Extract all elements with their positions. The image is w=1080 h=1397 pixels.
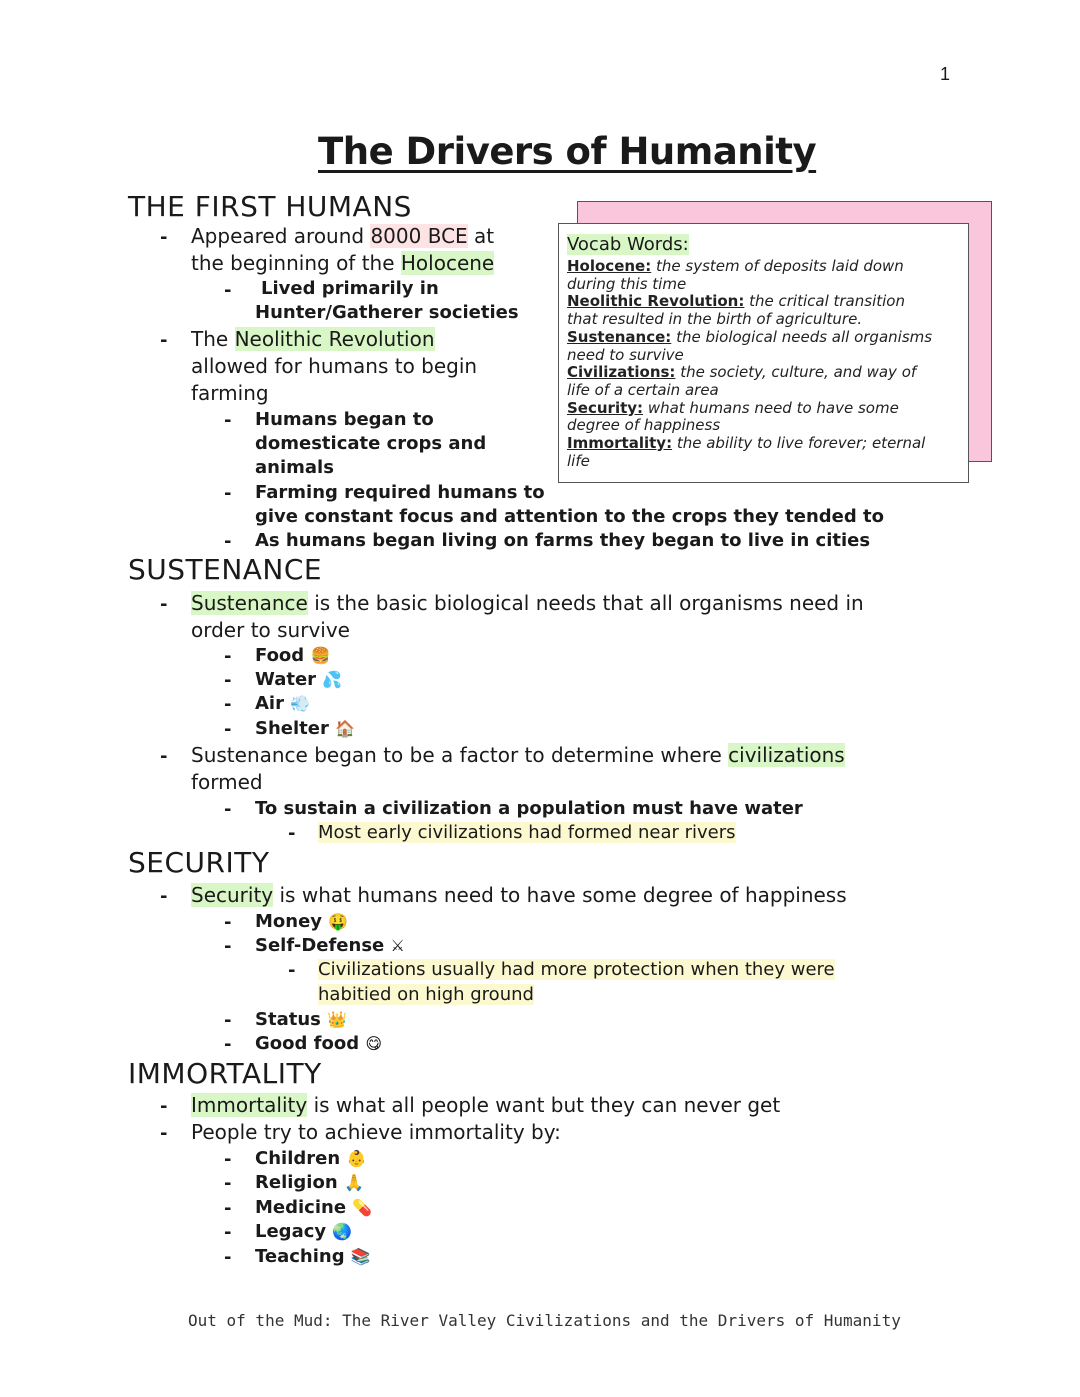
bullet-dash: -: [288, 960, 296, 981]
list-item-teaching: Teaching 📚: [255, 1246, 371, 1267]
baby-icon: 👶: [346, 1149, 367, 1168]
section-heading-security: SECURITY: [128, 846, 270, 879]
house-icon: 🏠: [335, 719, 356, 738]
vocab-line: [567, 292, 905, 310]
vocab-term: Security:: [567, 398, 644, 417]
subsubbullet-high-ground-line1: Civilizations usually had more protection when they were: [318, 959, 835, 980]
bullet-dash: -: [224, 1198, 232, 1219]
bullet-dash: -: [224, 646, 232, 667]
bullet-neolithic-line3: farming: [191, 381, 269, 405]
bullet-neolithic-line1: The Neolithic Revolution: [191, 327, 435, 351]
vocab-definition: during this time: [567, 274, 687, 293]
vocab-definition: that resulted in the birth of agriculture.: [567, 310, 863, 329]
wind-icon: 💨: [290, 694, 311, 713]
vocab-definition: life of a certain area: [567, 380, 719, 399]
page-number: 1: [940, 64, 951, 84]
bullet-dash: -: [224, 1149, 232, 1170]
page-footer: Out of the Mud: The River Valley Civilizations and the Drivers of Humanity: [188, 1311, 901, 1330]
bullet-dash: -: [224, 483, 232, 504]
vocab-line: [567, 452, 590, 470]
section-heading-immortality: IMMORTALITY: [128, 1057, 322, 1090]
list-item-legacy: Legacy 🌏: [255, 1221, 353, 1242]
praying-hands-icon: 🙏: [343, 1173, 364, 1192]
list-item-water: Water 💦: [255, 669, 343, 690]
subbullet-water: To sustain a civilization a population must have water: [255, 798, 803, 819]
list-item-children: Children 👶: [255, 1148, 367, 1169]
bullet-dash: -: [224, 1222, 232, 1243]
bullet-dash: -: [224, 410, 232, 431]
list-item-good-food: Good food 😋: [255, 1033, 383, 1054]
bullet-dash: -: [224, 1173, 232, 1194]
vocab-definition: need to survive: [567, 345, 684, 364]
vocab-line: [567, 416, 720, 434]
bullet-sustenance-line2: order to survive: [191, 618, 350, 642]
vocab-term: Sustenance:: [567, 327, 672, 346]
list-item-status: Status 👑: [255, 1009, 348, 1030]
vocab-definition: degree of happiness: [567, 416, 721, 435]
list-item-air: Air 💨: [255, 693, 311, 714]
bullet-neolithic-line2: allowed for humans to begin: [191, 354, 478, 378]
bullet-achieve: People try to achieve immortality by:: [191, 1120, 561, 1144]
subbullet-lived-line1: Lived primarily in: [261, 278, 439, 299]
page-title: The Drivers of Humanity: [318, 130, 817, 173]
yum-face-icon: 😋: [365, 1034, 383, 1053]
vocab-definition: life: [567, 451, 590, 470]
subsubbullet-rivers: Most early civilizations had formed near rivers: [318, 822, 736, 843]
vocab-definition: the biological needs all organisms: [671, 327, 933, 346]
bullet-dash: -: [160, 594, 168, 615]
bullet-dash: -: [160, 746, 168, 767]
bullet-dash: -: [160, 227, 168, 248]
crown-icon: 👑: [327, 1010, 348, 1029]
bullet-appeared-line2: the beginning of the Holocene: [191, 251, 495, 275]
list-item-money: Money 🤑: [255, 911, 349, 932]
vocab-term: Neolithic Revolution:: [567, 292, 745, 311]
subbullet-farming-line1: Farming required humans to: [255, 482, 545, 503]
vocab-line: [567, 275, 686, 293]
subbullet-domesticate-line3: animals: [255, 457, 334, 478]
bullet-dash: -: [160, 1096, 168, 1117]
section-heading-first-humans: THE FIRST HUMANS: [128, 190, 412, 223]
list-item-shelter: Shelter 🏠: [255, 718, 356, 739]
vocab-line: [567, 363, 916, 381]
vocab-definition: what humans need to have some: [643, 398, 899, 417]
bullet-dash: -: [224, 694, 232, 715]
vocab-term: Holocene:: [567, 257, 652, 275]
bullet-security: Security is what humans need to have some degree of happiness: [191, 883, 847, 907]
vocab-line: [567, 328, 932, 346]
section-heading-sustenance: SUSTENANCE: [128, 553, 323, 586]
subbullet-farming-line2: give constant focus and attention to the crops they tended to: [255, 506, 885, 527]
burger-icon: 🍔: [310, 646, 331, 665]
bullet-appeared-line1: Appeared around 8000 BCE at: [191, 224, 495, 248]
subsubbullet-high-ground-line2: habitied on high ground: [318, 984, 534, 1005]
bullet-dash: -: [224, 799, 232, 820]
bullet-sustenance-line1: Sustenance is the basic biological needs that all organisms need in: [191, 591, 864, 615]
crossed-swords-icon: ⚔: [390, 936, 405, 955]
pill-icon: 💊: [352, 1198, 373, 1217]
bullet-dash: -: [224, 280, 232, 301]
vocab-title: Vocab Words:: [567, 234, 689, 255]
list-item-medicine: Medicine 💊: [255, 1197, 373, 1218]
subbullet-domesticate-line1: Humans began to: [255, 409, 434, 430]
bullet-dash: -: [288, 823, 296, 844]
bullet-dash: -: [224, 1010, 232, 1031]
subbullet-cities: As humans began living on farms they began to live in cities: [255, 530, 871, 551]
vocab-line: [567, 310, 862, 328]
vocab-line: [567, 399, 899, 417]
bullet-dash: -: [224, 670, 232, 691]
list-item-self-defense: Self-Defense ⚔: [255, 935, 405, 956]
bullet-dash: -: [224, 1034, 232, 1055]
bullet-dash: -: [224, 912, 232, 933]
bullet-dash: -: [160, 886, 168, 907]
vocab-line: [567, 434, 925, 452]
bullet-dash: -: [224, 719, 232, 740]
bullet-factor-line2: formed: [191, 770, 263, 794]
bullet-dash: -: [224, 531, 232, 552]
vocab-definition: the critical transition: [744, 292, 905, 311]
bullet-dash: -: [224, 1247, 232, 1268]
bullet-factor-line1: Sustenance began to be a factor to determine where civilizations: [191, 743, 845, 767]
vocab-definition: the society, culture, and way of: [675, 363, 917, 382]
globe-icon: 🌏: [332, 1222, 353, 1241]
vocab-box: [558, 223, 969, 483]
vocab-definition: the system of deposits laid down: [651, 257, 904, 275]
vocab-term: Civilizations:: [567, 363, 676, 382]
list-item-religion: Religion 🙏: [255, 1172, 364, 1193]
vocab-line: [567, 381, 719, 399]
vocab-line: [567, 257, 904, 275]
water-drops-icon: 💦: [322, 670, 343, 689]
vocab-term: Immortality:: [567, 434, 673, 452]
vocab-line: [567, 346, 684, 364]
vocab-definition: the ability to live forever; eternal: [672, 434, 926, 452]
money-face-icon: 🤑: [328, 912, 349, 931]
books-icon: 📚: [350, 1247, 371, 1266]
bullet-dash: -: [160, 330, 168, 351]
bullet-immortality: Immortality is what all people want but they can never get: [191, 1093, 781, 1117]
subbullet-lived-line2: Hunter/Gatherer societies: [255, 302, 519, 323]
subbullet-domesticate-line2: domesticate crops and: [255, 433, 487, 454]
bullet-dash: -: [160, 1123, 168, 1144]
bullet-dash: -: [224, 936, 232, 957]
list-item-food: Food 🍔: [255, 645, 331, 666]
